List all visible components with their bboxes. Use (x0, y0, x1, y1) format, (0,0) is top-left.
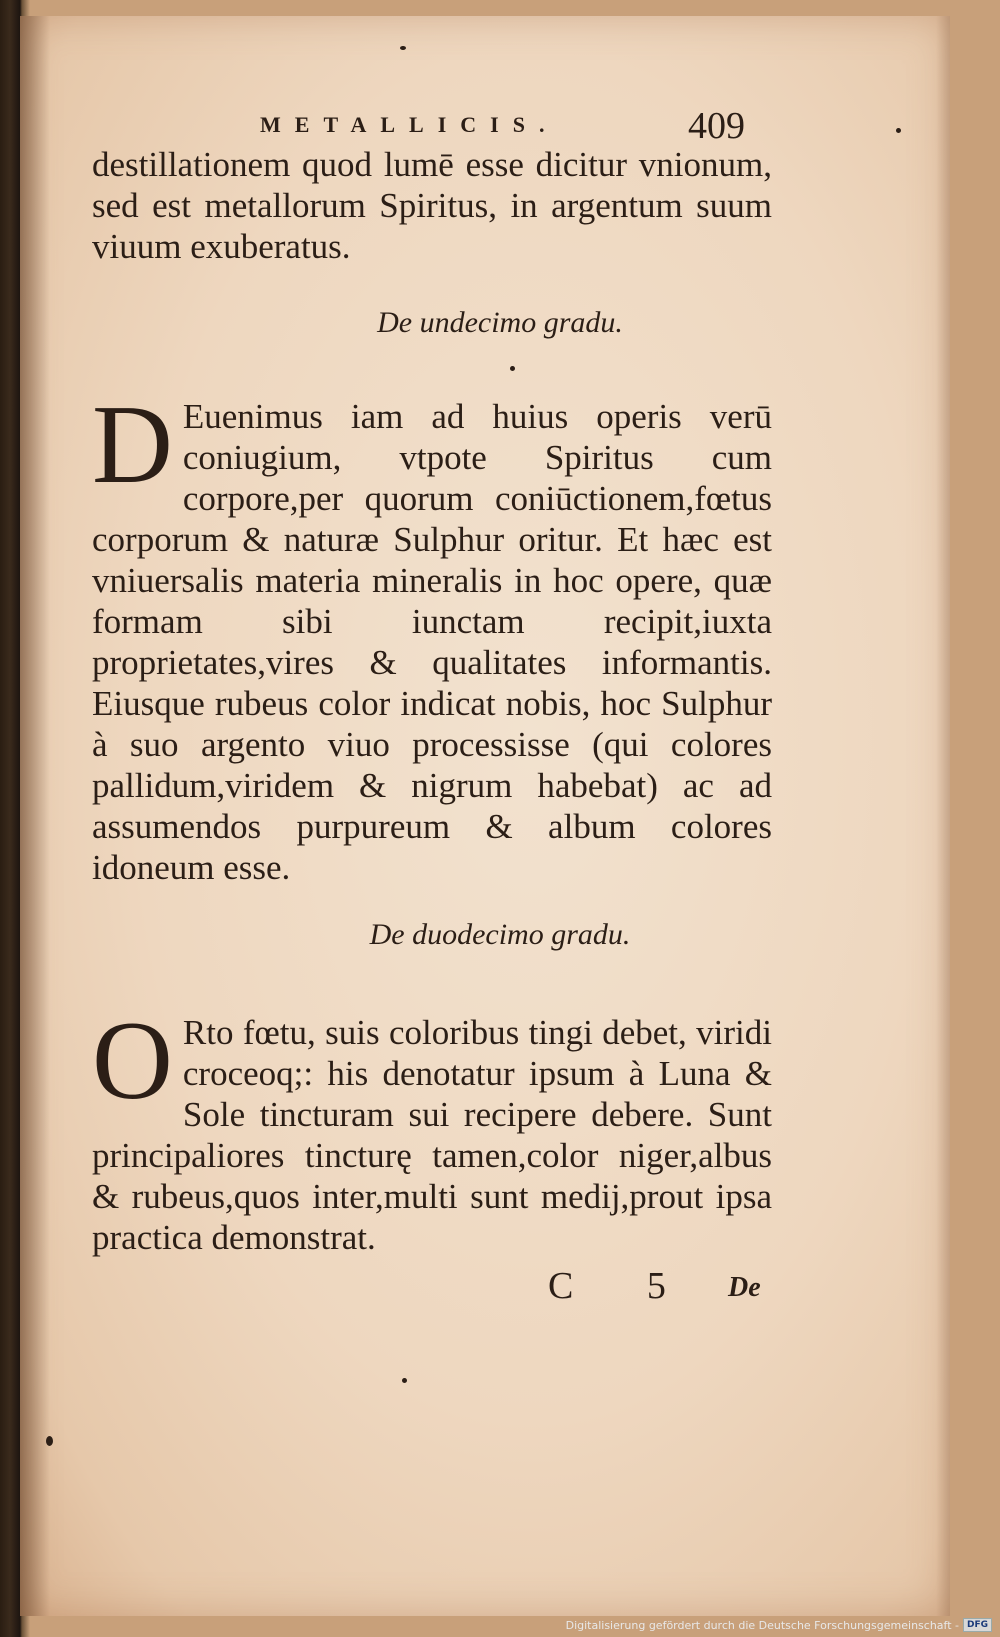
ink-speck (400, 46, 406, 50)
catchword: De (728, 1272, 761, 1303)
signature-mark: C 5 (548, 1265, 698, 1307)
section-body-duodecimo (92, 999, 772, 1258)
page-edge (936, 16, 950, 1616)
drop-cap-initial: O (92, 999, 173, 1123)
ink-speck (46, 1436, 53, 1446)
footer-text: Digitalisierung gefördert durch die Deutsche Forschungsgemeinschaft - (565, 1618, 959, 1632)
section-heading-undecimo: De undecimo gradu. (377, 306, 623, 339)
book-page (20, 16, 950, 1616)
top-paragraph-block (92, 144, 772, 267)
ink-speck (402, 1378, 407, 1383)
running-head: METALLICIS. (260, 112, 559, 137)
ink-speck (510, 366, 515, 371)
section-paragraph: Rto fœtu, suis coloribus tingi debet, viridi croceoq;: his denotatur ipsum à Luna & Sole tincturam sui recipere debere. Sunt principaliores tincturę tamen,color niger,albus & rubeus,quos inter,multi sunt medij,prout ipsa practica demonstrat. (92, 1013, 772, 1257)
drop-cap-initial: D (92, 383, 173, 507)
section-paragraph: Euenimus iam ad huius operis verū coniugium, vtpote Spiritus cum corpore,per quorum coniūctionem,fœtus corporum & naturæ Sulphur oritur. Et hæc est vniuersalis materia mineralis in hoc opere, quæ formam sibi iunctam recipit,iuxta proprietates,vires & qualitates informantis. Eiusque rubeus color indicat nobis, hoc Sulphur à suo argento viuo processisse (qui colores pallidum,viridem & nigrum habebat) ac ad assumendos purpureum & album colores idoneum esse. (92, 397, 772, 887)
top-paragraph: destillationem quod lumē esse dicitur vnionum, sed est metallorum Spiritus, in argentum suum viuum exuberatus. (92, 145, 772, 266)
section-body-undecimo (92, 383, 772, 888)
digitization-footer (566, 1617, 992, 1633)
dfg-logo: DFG (963, 1618, 992, 1632)
gutter-shadow (20, 16, 50, 1616)
page-number: 409 (688, 105, 745, 147)
section-heading-duodecimo: De duodecimo gradu. (369, 918, 631, 951)
ink-speck (896, 128, 901, 133)
